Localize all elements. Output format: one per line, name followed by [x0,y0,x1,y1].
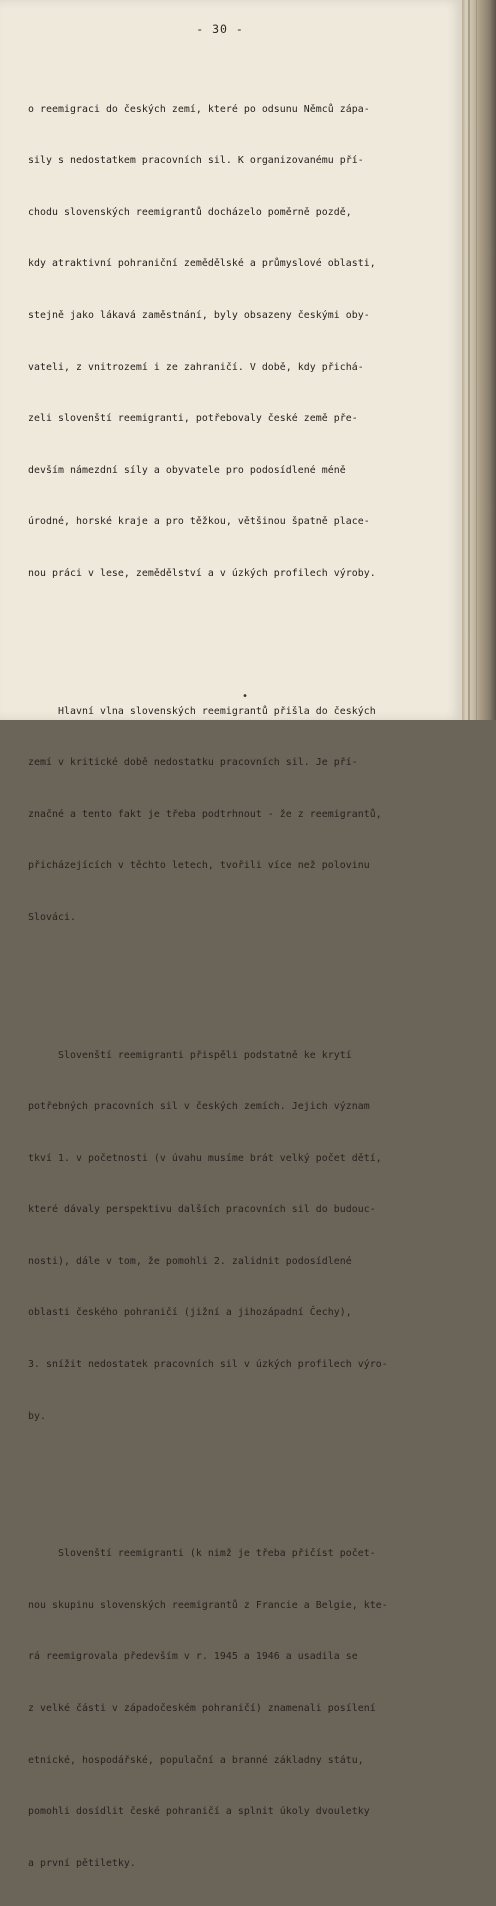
text-line: značné a tento fakt je třeba podtrhnout - že z reemigrantů, [28,808,382,820]
text-line: přicházejících v těchto letech, tvořili více než polovinu [28,860,370,872]
text-line: vateli, z vnitrozemí i ze zahraničí. V době, kdy přichá- [28,361,364,373]
text-line: Slovenští reemigranti přispěli podstatně ke krytí [28,1049,352,1061]
text-line: tkví 1. v početnosti (v úvahu musíme brát velký počet dětí, [28,1152,382,1164]
text-line: zeli slovenští reemigranti, potřebovaly české země pře- [28,413,358,425]
text-line: zemí v kritické době nedostatku pracovních sil. Je pří- [28,757,358,769]
text-line: Slovenští reemigranti (k nimž je třeba přičíst počet- [28,1548,376,1560]
text-line: oblasti českého pohraničí (jižní a jihozápadní Čechy), [28,1307,352,1319]
text-line: nosti), dále v tom, že pomohli 2. zalidnit podosídlené [28,1255,352,1267]
text-line: úrodné, horské kraje a pro těžkou, většinou špatně placе- [28,516,370,528]
text-line: 3. snížit nedostatek pracovních sil v úzkých profilech výro- [28,1359,388,1371]
page-edge [462,0,496,720]
footer-mark: • [242,691,249,702]
text-line: etnické, hospodářské, populační a branné základny státu, [28,1754,364,1766]
text-line: chodu slovenských reemigrantů docházelo poměrně pozdě, [28,206,352,218]
text-line: nou práci v lese, zemědělství a v úzkých profilech výroby. [28,567,376,579]
text-line: a první pětiletky. [28,1857,136,1869]
text-line: které dávaly perspektivu dalších pracovních sil do budouc- [28,1204,376,1216]
text-line: nou skupinu slovenských reemigrantů z Francie a Belgie, kte- [28,1599,388,1611]
text-line: rá reemigrovala především v r. 1945 a 1946 a usadila se [28,1651,358,1663]
text-line: by. [28,1410,46,1422]
text-line: o reemigraci do českých zemí, které po odsunu Němců zápa- [28,103,370,115]
paragraph-gap [28,617,458,634]
text-line: Slováci. [28,911,76,923]
text-line: potřebných pracovních sil v českých zemích. Jejich význam [28,1101,370,1113]
text-line: z velké části v západočeském pohraničí) znamenali posílení [28,1703,376,1715]
text-line: Hlavní vlna slovenských reemigrantů přišla do českých [28,705,376,717]
text-line: devším námezdní síly a obyvatele pro podosídlené méně [28,464,346,476]
paragraph-gap [28,1459,458,1476]
text-line: stejně jako lákavá zaměstnání, byly obsazeny českými oby- [28,309,370,321]
paragraph-gap [28,961,458,978]
body-text [28,49,458,1906]
page-number: - 30 - [196,22,244,36]
text-line: sily s nedostatkem pracovních sil. K organizovanému pří- [28,155,364,167]
text-line: kdy atraktivní pohraniční zemědělské a průmyslové oblasti, [28,258,376,270]
text-line: pomohli dosídlit české pohraničí a splnit úkoly dvouletky [28,1806,370,1818]
